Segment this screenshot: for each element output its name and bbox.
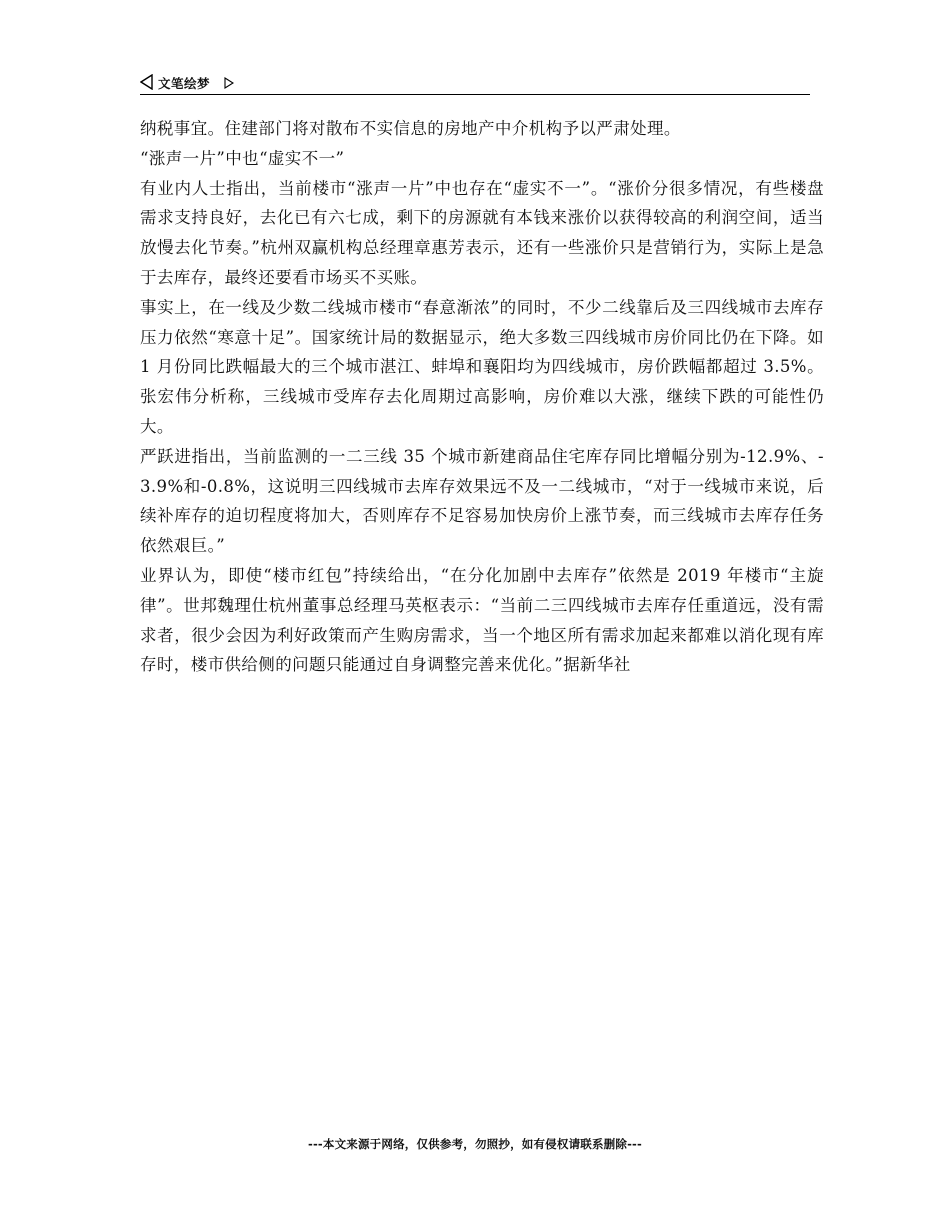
paragraph: 事实上，在一线及少数二线城市楼市“春意渐浓”的同时，不少二线靠后及三四线城市去库存压力依然“寒意十足”。国家统计局的数据显示，绝大多数三四线城市房价同比仍在下降。如 1 月份同比跌幅最大的三个城市湛江、蚌埠和襄阳均为四线城市，房价跌幅都超过 3.5%。张宏伟分析称，三线城市受库存去化周期过高影响，房价难以大涨，继续下跌的可能性仍大。 xyxy=(140,297,824,436)
footer-disclaimer: ---本文来源于网络，仅供参考，勿照抄，如有侵权请联系删除--- xyxy=(307,1137,643,1151)
triangle-right-icon xyxy=(224,74,234,86)
section-heading: “涨声一片”中也“虚实不一” xyxy=(140,148,345,168)
article-body xyxy=(140,114,824,680)
paragraph: 严跃进指出，当前监测的一二三线 35 个城市新建商品住宅库存同比增幅分别为-12.9%、-3.9%和-0.8%，这说明三四线城市去库存效果远不及一二线城市，“对于一线城市来说，后续补库存的迫切程度将加大，否则库存不足容易加快房价上涨节奏，而三线城市去库存任务依然艰巨。” xyxy=(140,446,824,556)
triangle-left-icon xyxy=(140,74,154,90)
page-header xyxy=(140,72,810,95)
paragraph: 纳税事宜。住建部门将对散布不实信息的房地产中介机构予以严肃处理。 xyxy=(140,119,681,138)
paragraph: 有业内人士指出，当前楼市“涨声一片”中也存在“虚实不一”。“涨价分很多情况，有些楼盘需求支持良好，去化已有六七成，剩下的房源就有本钱来涨价以获得较高的利润空间，适当放慢去化节奏。”杭州双赢机构总经理章惠芳表示，还有一些涨价只是营销行为，实际上是急于去库存，最终还要看市场买不买账。 xyxy=(140,178,824,287)
paragraph: 业界认为，即使“楼市红包”持续给出，“在分化加剧中去库存”依然是 2019 年楼市“主旋律”。世邦魏理仕杭州董事总经理马英枢表示：“当前二三四线城市去库存任重道远，没有需求者，很少会因为利好政策而产生购房需求，当一个地区所有需求加起来都难以消化现有库存时，楼市供给侧的问题只能通过自身调整完善来优化。”据新华社 xyxy=(140,565,824,675)
header-title: 文笔绘梦 xyxy=(158,76,211,91)
